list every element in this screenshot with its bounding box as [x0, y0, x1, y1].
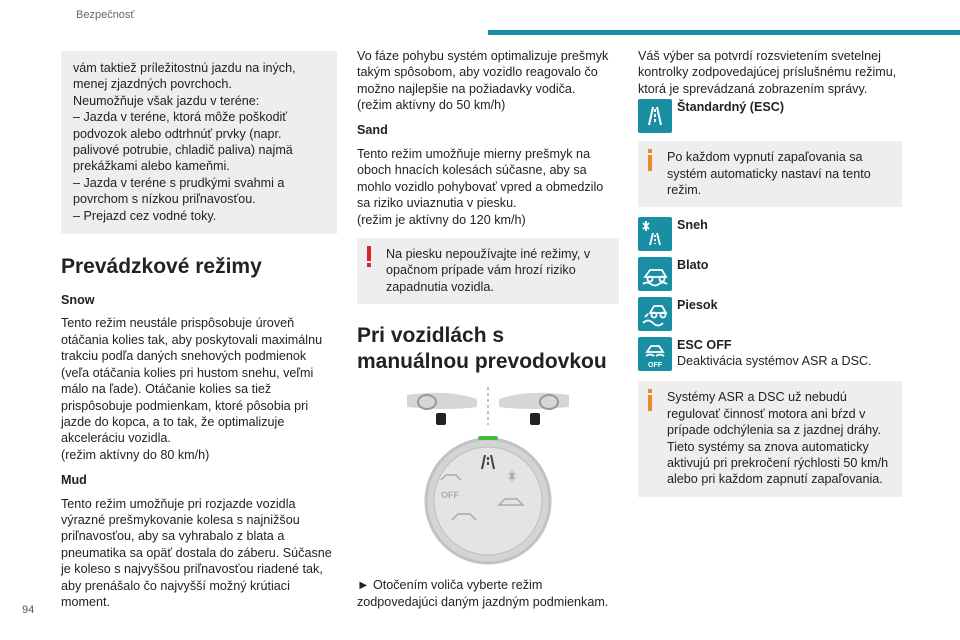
dial-instruction: ► Otočením voliča vyberte režim zodpovedajúci daným jazdným podmienkam.: [357, 578, 609, 609]
column-left: [61, 51, 337, 610]
mud-text: Tento režim umožňuje pri rozjazde vozidla výrazné prešmykovanie kolesa s najnižšou priľnavosťou, aby sa vyhrabalo z blata a pneumatika sa opäť dostala do záberu. Súčasne je koleso s najvyššou priľnavosťou riadené tak, aby prenášalo čo najvyšší možný krútiaci moment.: [61, 496, 332, 609]
mode-sand: [638, 297, 902, 331]
mode-snow-title: Sneh: [677, 218, 708, 233]
warning-icon: [367, 246, 371, 267]
info-box-ignition: [638, 141, 902, 207]
info-ignition-text: Po každom vypnutí zapaľovania sa systém automaticky nastaví na tento režim.: [667, 150, 871, 198]
column-right: [638, 48, 902, 497]
snow-title: Snow: [61, 293, 95, 308]
info-icon: [648, 149, 652, 171]
mode-snow: [638, 217, 902, 251]
mode-esc-off-title: ESC OFF: [677, 338, 732, 353]
section-label: Bezpečnosť: [76, 9, 135, 21]
esc-off-icon-label: OFF: [648, 362, 662, 370]
snow-mode-icon: [638, 217, 672, 251]
esc-off-icon: [638, 337, 672, 371]
mud-title: Mud: [61, 473, 87, 488]
warning-text: Na piesku nepoužívajte iné režimy, v opačnom prípade vám hrozí riziko zapadnutia vozidla.: [386, 247, 591, 294]
dial-off-label: OFF: [441, 490, 459, 501]
info-box-esc: [638, 381, 902, 496]
sand-mode-icon: [638, 297, 672, 331]
motion-phase-text: Vo fáze pohybu systém optimalizuje prešmyk takým spôsobom, aby vozidlo reagovalo čo možno najlepšie na požiadavky vodiča. (režim aktívny do 50 km/h): [357, 49, 609, 113]
mode-mud-title: Blato: [677, 258, 709, 273]
mode-esc-off-desc: Deaktivácia systémov ASR a DSC.: [677, 354, 872, 369]
mud-mode-icon: [638, 257, 672, 291]
mode-esc-off: [638, 337, 902, 371]
continuation-box: [61, 51, 337, 234]
warning-box: [357, 238, 619, 304]
info-esc-text: Systémy ASR a DSC už nebudú regulovať činnosť motora ani bŕzd v prípade odchýlenia sa z jazdnej dráhy. Tieto systémy sa znova automaticky aktivujú pri prekročení rýchlosti 50 km/h alebo pri každom zapnutí zapaľovania.: [667, 390, 889, 487]
continuation-text: vám taktiež príležitostnú jazdu na iných, menej zjazdných povrchoch. Neumožňuje však jazdu v teréne: – Jazda v teréne, ktorá môže poškodiť podvozok alebo odtrhnúť prvky (napr. palivové potrubie, chladič paliva) najmä prekážkami alebo kameňmi. – Jazda v teréne s prudkými svahmi a povrchom s nízkou priľnavosťou. – Prejazd cez vodné toky.: [73, 61, 296, 223]
mode-standard: [638, 99, 902, 133]
mode-mud: [638, 257, 902, 291]
confirmation-text: Váš výber sa potvrdí rozsvietením svetelnej kontrolky zodpovedajúcej príslušnému režimu, ktorá je sprevádzaná zobrazením správy.: [638, 49, 897, 96]
mode-sand-title: Piesok: [677, 298, 718, 313]
mode-standard-title: Štandardný (ESC): [677, 100, 785, 115]
operating-modes-heading: Prevádzkové režimy: [61, 255, 262, 279]
snow-text: Tento režim neustále prispôsobuje úroveň otáčania kolies tak, aby poskytovali maximálnu trakciu podľa daných snehových podmienok (veľa otáčania kolies pri hustom snehu, veľmi málo na ľade). Otáčanie kolies sa tiež prispôsobuje podmienkam, ktoré pôsobia pri jazde do kopca, a to tak, že optimalizuje akceleráciu vozidla. (režim aktívny do 80 km/h): [61, 316, 323, 462]
sand-title: Sand: [357, 122, 388, 137]
manual-gearbox-heading: Pri vozidlách s manuálnou prevodovkou: [357, 324, 607, 374]
sand-text: Tento režim umožňuje mierny prešmyk na oboch hnacích kolesách súčasne, aby sa mohlo vozidlo pohybovať vpred a obmedzilo sa riziko uviaznutia v piesku. (režim je aktívny do 120 km/h): [357, 147, 604, 227]
page-number: 94: [22, 604, 35, 616]
column-middle: [357, 48, 619, 610]
steering-wheel-illustration: [357, 385, 619, 431]
mode-selector-dial[interactable]: [357, 435, 619, 565]
info-icon: [648, 389, 652, 411]
standard-road-icon: [638, 99, 672, 133]
header-rule: [488, 30, 960, 35]
